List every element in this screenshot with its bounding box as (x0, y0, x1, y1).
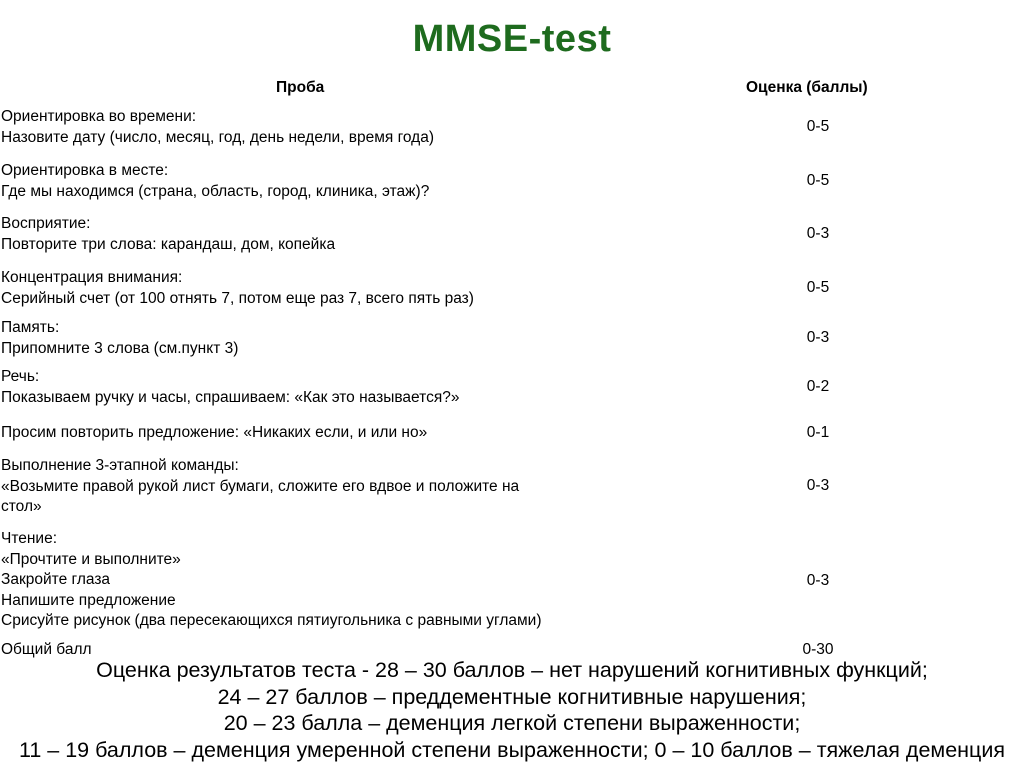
row-text-place-orientation: Ориентировка в месте: Где мы находимся (страна, область, город, клиника, этаж)? (1, 162, 430, 200)
result-line: 20 – 23 балла – деменция легкой степени выраженности; (223, 711, 801, 735)
row-text-reading: Чтение: «Прочтите и выполните» Закройте глаза Напишите предложение Срисуйте рисунок (два пересекающихся пятиугольника с равными углами) (1, 530, 542, 629)
row-score-place-orientation: 0-5 (806, 172, 830, 189)
row-score-three-step-command: 0-3 (806, 477, 830, 494)
row-score-repeat-phrase: 0-1 (806, 424, 830, 441)
results-interpretation (0, 657, 1024, 763)
result-line: 24 – 27 баллов – преддементные когнитивные нарушения; (217, 684, 807, 709)
row-score-concentration: 0-5 (806, 279, 830, 296)
row-text-memory: Память: Припомните 3 слова (см.пункт 3) (1, 319, 239, 357)
row-score-perception: 0-3 (806, 225, 830, 242)
row-score-reading: 0-3 (806, 572, 830, 589)
row-text-time-orientation: Ориентировка во времени: Назовите дату (число, месяц, год, день недели, время года) (1, 108, 435, 146)
row-text-concentration: Концентрация внимания: Серийный счет (от 100 отнять 7, потом еще раз 7, всего пять раз) (1, 269, 474, 307)
column-header-score: Оценка (баллы) (746, 79, 868, 96)
row-score-memory: 0-3 (806, 329, 830, 346)
page-title: MMSE-test (412, 18, 612, 60)
row-score-speech: 0-2 (806, 378, 830, 395)
result-line: 11 – 19 баллов – деменция умеренной степени выраженности; 0 – 10 баллов – тяжелая деменция (18, 737, 1006, 762)
column-header-test: Проба (276, 79, 325, 96)
row-score-time-orientation: 0-5 (806, 118, 830, 135)
row-text-repeat-phrase: Просим повторить предложение: «Никаких если, и или но» (1, 424, 428, 441)
row-score-total: 0-30 (802, 641, 834, 658)
row-text-three-step-command: Выполнение 3-этапной команды: «Возьмите правой рукой лист бумаги, сложите его вдвое и положите на стол» (1, 457, 520, 515)
row-text-speech: Речь: Показываем ручку и часы, спрашиваем: «Как это называется?» (1, 368, 460, 406)
row-text-total: Общий балл (1, 641, 92, 658)
result-line: Оценка результатов теста - 28 – 30 баллов – нет нарушений когнитивных функций; (96, 658, 928, 682)
row-text-perception: Восприятие: Повторите три слова: карандаш, дом, копейка (1, 215, 336, 253)
